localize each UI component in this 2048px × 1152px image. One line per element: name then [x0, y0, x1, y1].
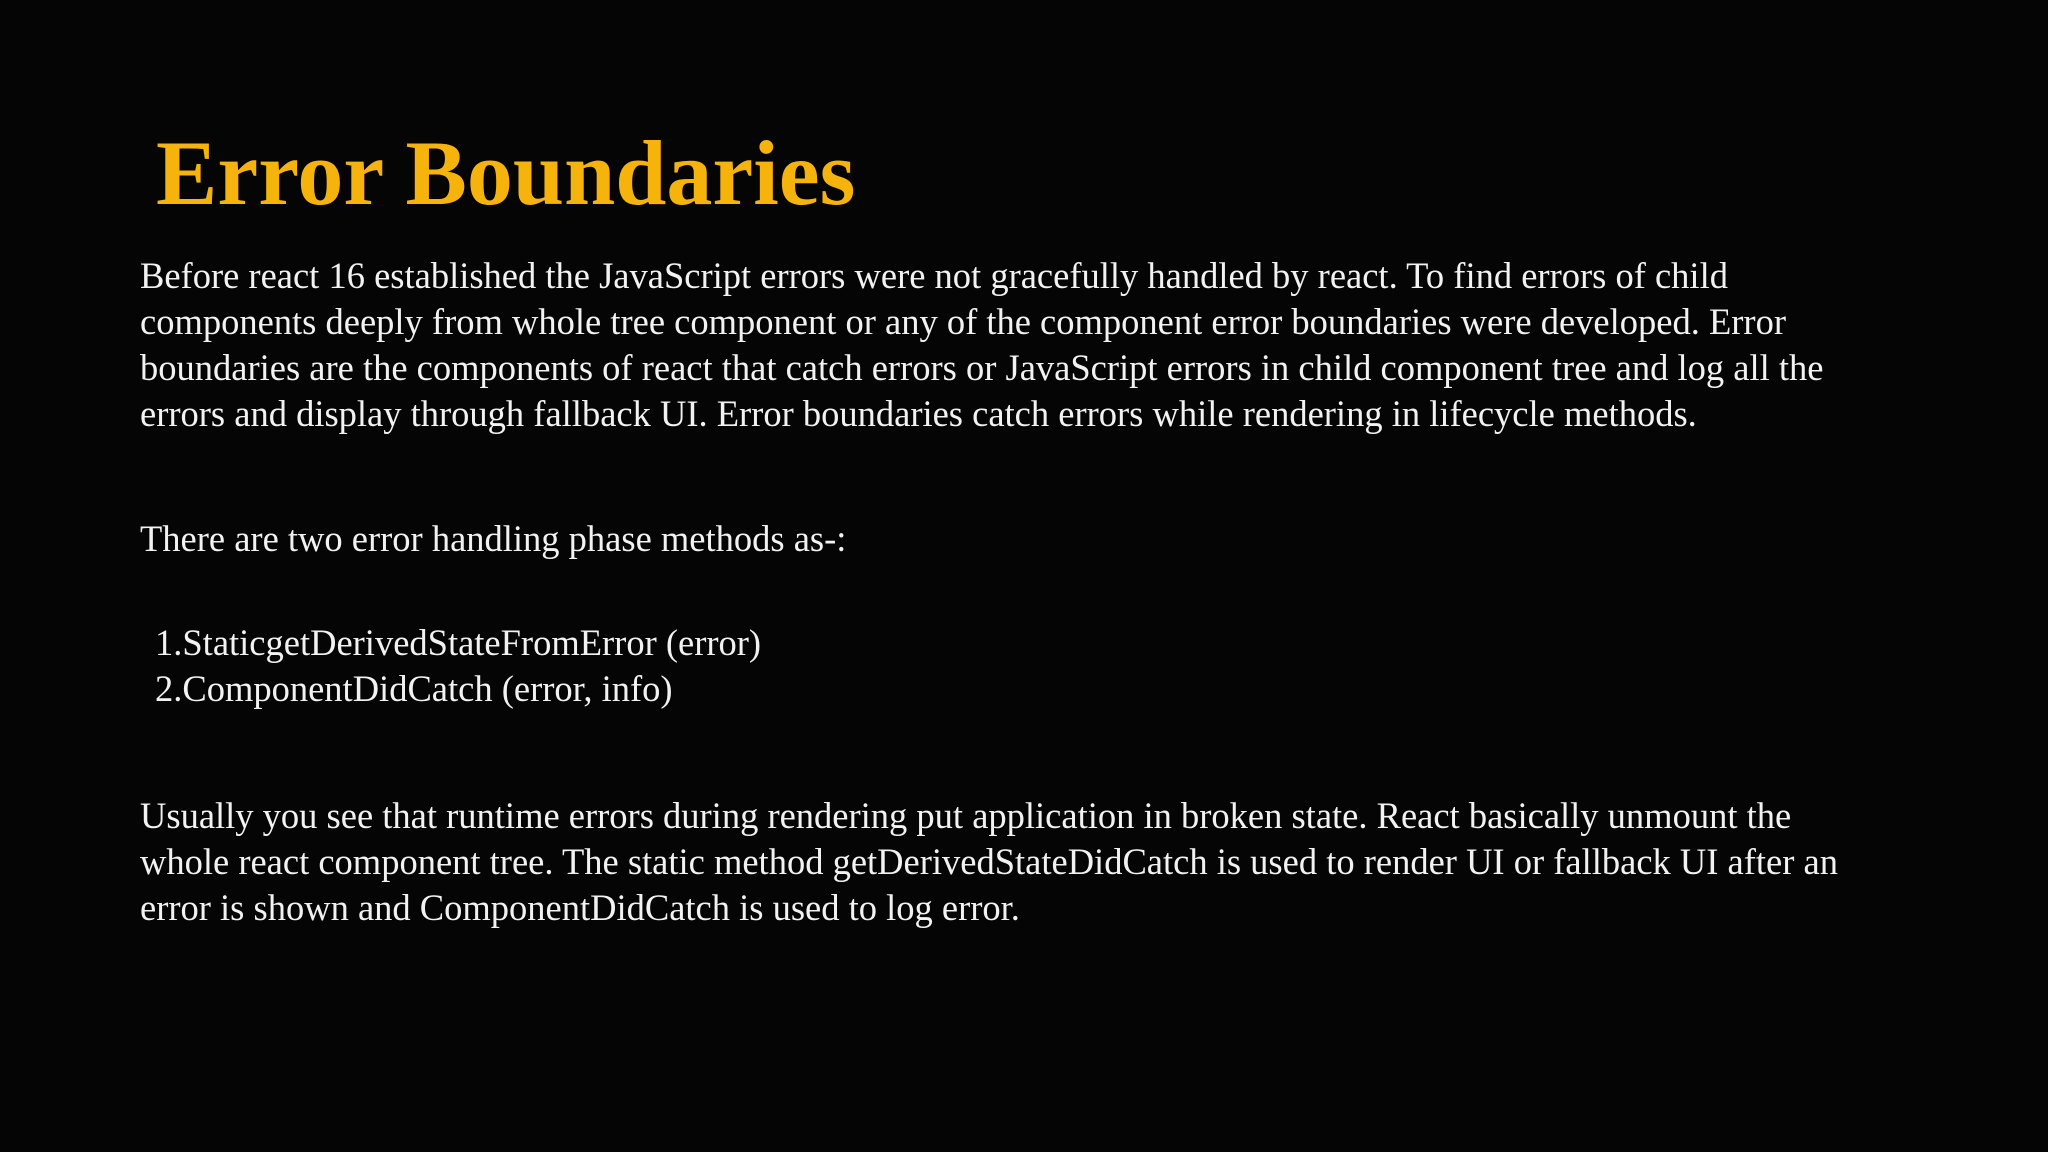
intro-paragraph [140, 253, 1940, 437]
runtime-line-1: Usually you see that runtime errors during rendering put application in broken state. React basically unmount the [140, 795, 1792, 836]
intro-line-2: components deeply from whole tree component or any of the component error boundaries were developed. Error [140, 301, 1786, 342]
runtime-errors-paragraph [140, 793, 1940, 931]
slide-title: Error Boundaries [156, 122, 856, 224]
methods-list [155, 620, 761, 712]
intro-line-1: Before react 16 established the JavaScript errors were not gracefully handled by react. To find errors of child [140, 255, 1728, 296]
intro-line-3: boundaries are the components of react that catch errors or JavaScript errors in child component tree and log all the [140, 347, 1824, 388]
methods-intro-paragraph: There are two error handling phase methods as-: [140, 518, 847, 559]
intro-line-4: errors and display through fallback UI. Error boundaries catch errors while rendering in lifecycle methods. [140, 393, 1697, 434]
method-item-1: 1.StaticgetDerivedStateFromError (error) [155, 622, 762, 663]
runtime-line-3: error is shown and ComponentDidCatch is used to log error. [140, 887, 1020, 928]
method-item-2: 2.ComponentDidCatch (error, info) [155, 668, 673, 709]
runtime-line-2: whole react component tree. The static method getDerivedStateDidCatch is used to render UI or fallback UI after an [140, 841, 1838, 882]
